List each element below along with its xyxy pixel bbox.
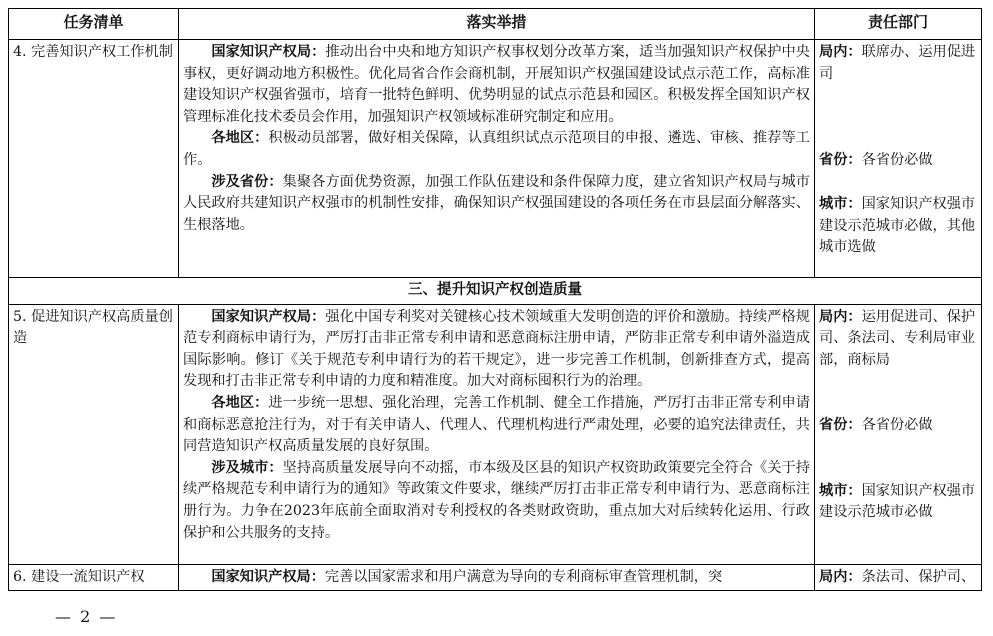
dept-label: 局内： bbox=[819, 44, 862, 60]
task-cell: 5. 促进知识产权高质量创造 bbox=[9, 304, 179, 564]
dept-text: 条法司、保护司、 bbox=[861, 568, 976, 585]
measure-label: 各地区： bbox=[211, 394, 269, 411]
measure-paragraph bbox=[183, 307, 810, 393]
dept-label: 局内： bbox=[819, 568, 862, 585]
dept-cell bbox=[815, 564, 982, 591]
measure-label: 涉及省份： bbox=[211, 173, 283, 190]
dept-block bbox=[819, 194, 977, 259]
dept-block bbox=[819, 567, 977, 589]
task-cell: 6. 建设一流知识产权 bbox=[9, 564, 179, 591]
measure-text: 进一步统一思想、强化治理，完善工作机制、健全工作措施，严厉打击非正常专利申请和商标恶意抢注行为，对于有关申请人、代理人、代理机构进行严肃处理，必要的追究法律责任，共同营造知识产权高质量发展的良好氛围。 bbox=[183, 394, 810, 455]
header-task-list: 任务清单 bbox=[9, 9, 179, 40]
measure-text: 集聚各方面优势资源，加强工作队伍建设和条件保障力度，建立省知识产权局与城市人民政府共建知识产权强市的机制性安排，确保知识产权强国建设的各项任务在市县层面分解落实、生根落地。 bbox=[183, 173, 810, 233]
dept-label: 城市： bbox=[819, 196, 862, 212]
dept-text: 运用促进司、保护司、条法司、专利局审业部，商标局 bbox=[819, 308, 976, 368]
measure-paragraph bbox=[183, 128, 810, 171]
task-table bbox=[8, 8, 982, 591]
measure-label: 涉及城市： bbox=[211, 459, 283, 476]
table-row bbox=[9, 304, 982, 564]
task-cell: 4. 完善知识产权工作机制 bbox=[9, 40, 179, 278]
dept-block bbox=[819, 307, 977, 415]
page-number: — 2 — bbox=[55, 607, 118, 626]
header-measures: 落实举措 bbox=[179, 9, 815, 40]
dept-block bbox=[819, 415, 977, 481]
measures-cell bbox=[179, 564, 815, 591]
dept-text: 国家知识产权强市建设示范城市必做，其他城市选做 bbox=[819, 196, 976, 256]
measure-paragraph bbox=[183, 458, 810, 544]
measure-paragraph bbox=[183, 42, 810, 128]
dept-text: 联席办、运用促进司 bbox=[819, 44, 976, 82]
measure-paragraph bbox=[183, 567, 810, 589]
section-title: 三、提升知识产权创造质量 bbox=[9, 278, 982, 305]
table-header-row bbox=[9, 9, 982, 40]
measure-label: 各地区： bbox=[211, 130, 269, 147]
measures-cell bbox=[179, 40, 815, 278]
measure-paragraph bbox=[183, 393, 810, 458]
dept-label: 局内： bbox=[819, 308, 862, 325]
dept-text: 国家知识产权强市建设示范城市必做 bbox=[819, 482, 976, 521]
dept-cell bbox=[815, 304, 982, 564]
measure-label: 国家知识产权局： bbox=[211, 44, 326, 60]
dept-block bbox=[819, 150, 977, 194]
measures-cell bbox=[179, 304, 815, 564]
measure-text: 推动出台中央和地方知识产权事权划分改革方案，适当加强知识产权保护中央事权，更好调动地方积极性。优化局省合作会商机制，开展知识产权强国建设试点示范工作，高标准建设知识产权强省强市，培育一批特色鲜明、优势明显的试点示范县和园区。积极发挥全国知识产权管理标准化技术委员会作用，加强知识产权领域标准研究制定和应用。 bbox=[183, 44, 810, 125]
dept-label: 省份： bbox=[819, 152, 862, 168]
dept-cell bbox=[815, 40, 982, 278]
dept-text: 各省份必做 bbox=[861, 416, 933, 433]
measure-text: 强化中国专利奖对关键核心技术领域重大发明创造的评价和激励。持续严格规范专利商标申请行为，严厉打击非正常专利申请和恶意商标注册申请，严防非正常专利申请外溢造成国际影响。修订《关于规范专利申请行为的若干规定》，进一步完善工作机制，创新排查方式，提高发现和打击非正常专利申请的力度和精准度。加大对商标囤积行为的治理。 bbox=[183, 308, 810, 390]
dept-label: 省份： bbox=[819, 416, 862, 433]
table-row bbox=[9, 564, 982, 591]
section-row bbox=[9, 278, 982, 305]
measure-text: 完善以国家需求和用户满意为导向的专利商标审查管理机制，突 bbox=[324, 568, 723, 585]
measure-text: 坚持高质量发展导向不动摇，市本级及区县的知识产权资助政策要完全符合《关于持续严格规范专利申请行为的通知》等政策文件要求，继续严厉打击非正常专利申请行为、恶意商标注册行为。力争在2023年底前全面取消对专利授权的各类财政资助，重点加大对后续转化运用、行政保护和公共服务的支持。 bbox=[183, 459, 810, 541]
table-row bbox=[9, 40, 982, 278]
header-responsible-dept: 责任部门 bbox=[815, 9, 982, 40]
measure-paragraph bbox=[183, 172, 810, 237]
dept-text: 各省份必做 bbox=[861, 152, 933, 168]
dept-label: 城市： bbox=[819, 482, 862, 499]
dept-block bbox=[819, 42, 977, 150]
measure-label: 国家知识产权局： bbox=[211, 568, 325, 585]
measure-text: 积极动员部署，做好相关保障，认真组织试点示范项目的申报、遴选、审核、推荐等工作。 bbox=[183, 130, 810, 168]
measure-label: 国家知识产权局： bbox=[211, 308, 326, 325]
dept-block bbox=[819, 481, 977, 524]
